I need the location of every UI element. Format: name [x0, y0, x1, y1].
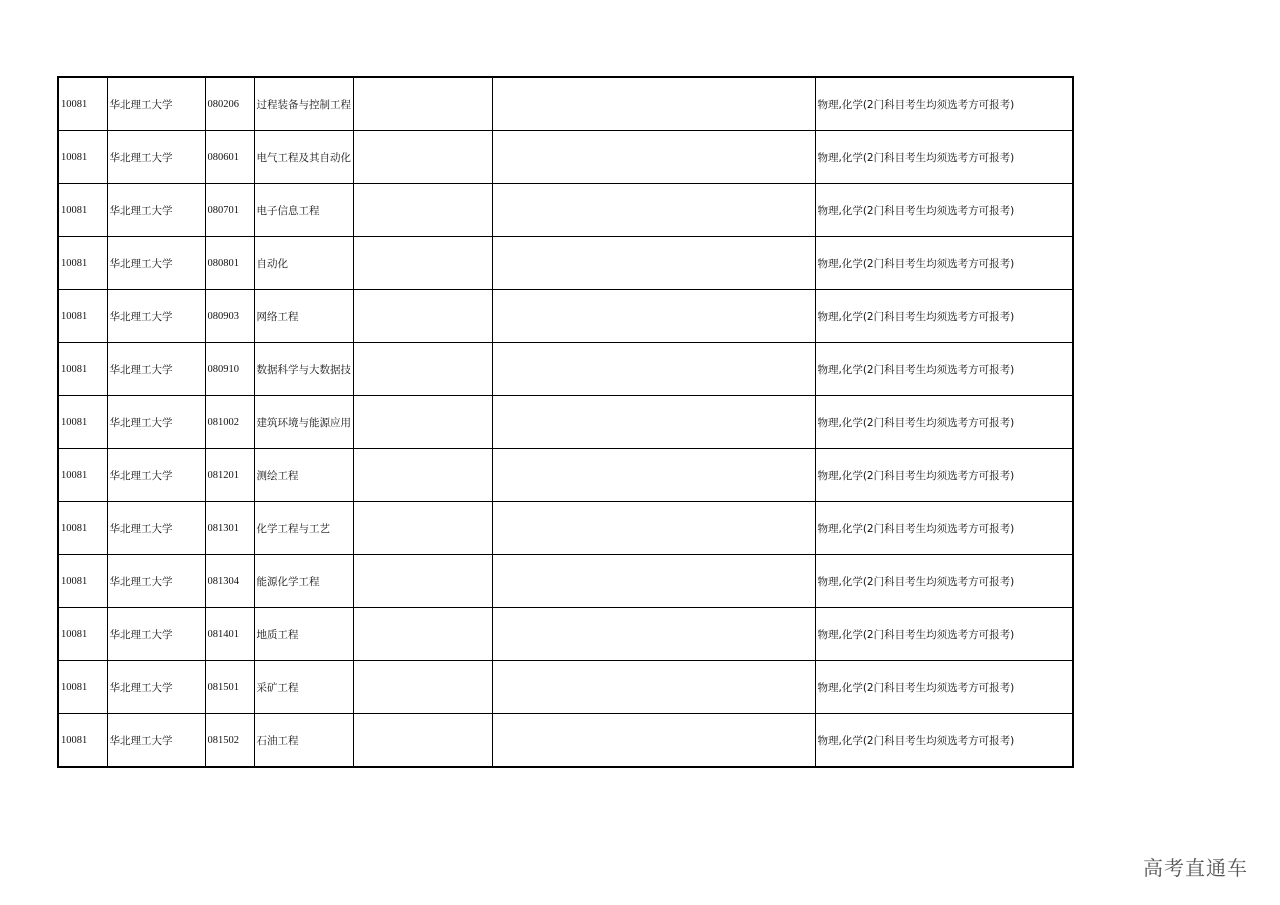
major-name-cell: 石油工程 [254, 714, 353, 768]
table-row [58, 661, 1073, 714]
requirements-table [57, 76, 1074, 768]
empty-cell [492, 237, 815, 290]
school-name-cell: 华北理工大学 [107, 237, 205, 290]
school-code-cell: 10081 [58, 714, 107, 768]
table-row [58, 290, 1073, 343]
school-code-cell: 10081 [58, 237, 107, 290]
major-name-cell: 采矿工程 [254, 661, 353, 714]
school-code-cell: 10081 [58, 555, 107, 608]
school-code-cell: 10081 [58, 290, 107, 343]
table-row [58, 343, 1073, 396]
subject-requirement-cell: 物理,化学(2门科目考生均须选考方可报考) [815, 290, 1073, 343]
empty-cell [492, 661, 815, 714]
subject-requirement-cell: 物理,化学(2门科目考生均须选考方可报考) [815, 131, 1073, 184]
empty-cell [353, 714, 492, 768]
table-row [58, 555, 1073, 608]
major-code-cell: 080801 [205, 237, 254, 290]
school-name-cell: 华北理工大学 [107, 502, 205, 555]
school-name-cell: 华北理工大学 [107, 608, 205, 661]
school-name-cell: 华北理工大学 [107, 343, 205, 396]
table-body [58, 77, 1073, 767]
major-code-cell: 080910 [205, 343, 254, 396]
major-name-cell: 化学工程与工艺 [254, 502, 353, 555]
subject-requirement-cell: 物理,化学(2门科目考生均须选考方可报考) [815, 714, 1073, 768]
empty-cell [353, 502, 492, 555]
subject-requirement-cell: 物理,化学(2门科目考生均须选考方可报考) [815, 77, 1073, 131]
empty-cell [492, 555, 815, 608]
school-name-cell: 华北理工大学 [107, 714, 205, 768]
major-name-cell: 自动化 [254, 237, 353, 290]
major-name-cell: 数据科学与大数据技 [254, 343, 353, 396]
table-row [58, 131, 1073, 184]
table-row [58, 502, 1073, 555]
major-code-cell: 081501 [205, 661, 254, 714]
major-name-cell: 地质工程 [254, 608, 353, 661]
major-name-cell: 建筑环境与能源应用 [254, 396, 353, 449]
school-code-cell: 10081 [58, 184, 107, 237]
major-name-cell: 电子信息工程 [254, 184, 353, 237]
table-row [58, 184, 1073, 237]
empty-cell [353, 661, 492, 714]
school-code-cell: 10081 [58, 396, 107, 449]
school-name-cell: 华北理工大学 [107, 661, 205, 714]
empty-cell [353, 608, 492, 661]
major-name-cell: 网络工程 [254, 290, 353, 343]
empty-cell [492, 343, 815, 396]
subject-requirement-cell: 物理,化学(2门科目考生均须选考方可报考) [815, 502, 1073, 555]
subject-requirement-cell: 物理,化学(2门科目考生均须选考方可报考) [815, 237, 1073, 290]
major-code-cell: 081502 [205, 714, 254, 768]
empty-cell [492, 608, 815, 661]
subject-requirement-cell: 物理,化学(2门科目考生均须选考方可报考) [815, 343, 1073, 396]
school-name-cell: 华北理工大学 [107, 555, 205, 608]
major-name-cell: 能源化学工程 [254, 555, 353, 608]
table-row [58, 396, 1073, 449]
school-code-cell: 10081 [58, 502, 107, 555]
empty-cell [353, 131, 492, 184]
school-name-cell: 华北理工大学 [107, 449, 205, 502]
major-code-cell: 080903 [205, 290, 254, 343]
school-name-cell: 华北理工大学 [107, 77, 205, 131]
school-code-cell: 10081 [58, 608, 107, 661]
major-code-cell: 081201 [205, 449, 254, 502]
empty-cell [492, 449, 815, 502]
table-row [58, 237, 1073, 290]
empty-cell [353, 449, 492, 502]
empty-cell [353, 77, 492, 131]
school-code-cell: 10081 [58, 661, 107, 714]
school-code-cell: 10081 [58, 77, 107, 131]
empty-cell [492, 396, 815, 449]
empty-cell [492, 184, 815, 237]
table-row [58, 608, 1073, 661]
school-name-cell: 华北理工大学 [107, 131, 205, 184]
major-code-cell: 080701 [205, 184, 254, 237]
school-name-cell: 华北理工大学 [107, 184, 205, 237]
school-code-cell: 10081 [58, 449, 107, 502]
empty-cell [492, 502, 815, 555]
table-row [58, 714, 1073, 768]
empty-cell [353, 396, 492, 449]
major-code-cell: 081301 [205, 502, 254, 555]
major-code-cell: 080206 [205, 77, 254, 131]
major-code-cell: 080601 [205, 131, 254, 184]
subject-requirement-cell: 物理,化学(2门科目考生均须选考方可报考) [815, 184, 1073, 237]
major-code-cell: 081401 [205, 608, 254, 661]
subject-requirement-cell: 物理,化学(2门科目考生均须选考方可报考) [815, 555, 1073, 608]
major-name-cell: 测绘工程 [254, 449, 353, 502]
empty-cell [353, 290, 492, 343]
school-name-cell: 华北理工大学 [107, 396, 205, 449]
empty-cell [353, 184, 492, 237]
watermark-text: 高考直通车 [1143, 856, 1248, 880]
empty-cell [353, 343, 492, 396]
major-name-cell: 过程装备与控制工程 [254, 77, 353, 131]
school-name-cell: 华北理工大学 [107, 290, 205, 343]
school-code-cell: 10081 [58, 131, 107, 184]
subject-requirement-cell: 物理,化学(2门科目考生均须选考方可报考) [815, 449, 1073, 502]
empty-cell [492, 290, 815, 343]
major-code-cell: 081304 [205, 555, 254, 608]
table-row [58, 77, 1073, 131]
empty-cell [492, 77, 815, 131]
empty-cell [353, 555, 492, 608]
empty-cell [492, 714, 815, 768]
empty-cell [492, 131, 815, 184]
subject-requirement-cell: 物理,化学(2门科目考生均须选考方可报考) [815, 608, 1073, 661]
subject-requirement-cell: 物理,化学(2门科目考生均须选考方可报考) [815, 396, 1073, 449]
table-row [58, 449, 1073, 502]
empty-cell [353, 237, 492, 290]
major-name-cell: 电气工程及其自动化 [254, 131, 353, 184]
school-code-cell: 10081 [58, 343, 107, 396]
subject-requirement-cell: 物理,化学(2门科目考生均须选考方可报考) [815, 661, 1073, 714]
major-code-cell: 081002 [205, 396, 254, 449]
